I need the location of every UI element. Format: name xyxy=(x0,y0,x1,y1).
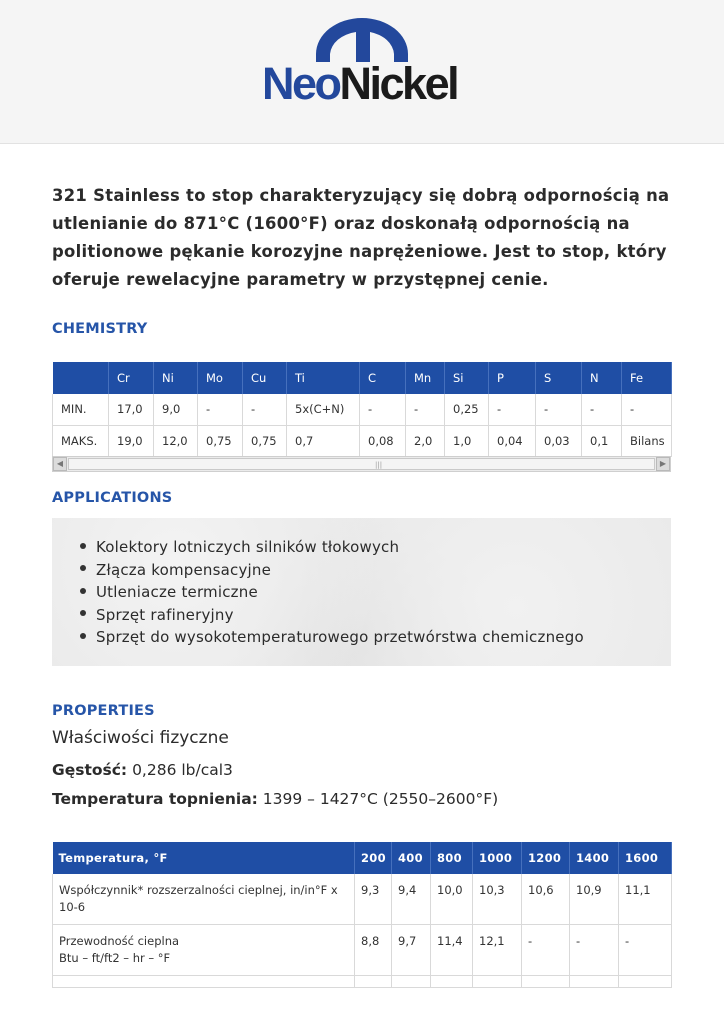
table-cell: 0,03 xyxy=(536,425,582,456)
table-cell: 2,0 xyxy=(406,425,445,456)
temperature-table xyxy=(52,842,672,988)
table-cell: 10,9 xyxy=(570,874,619,925)
table-cell: - xyxy=(582,394,622,425)
table-cell: - xyxy=(406,394,445,425)
temperature-col-header: 1200 xyxy=(522,842,570,874)
temperature-col-header: 400 xyxy=(392,842,431,874)
table-cell: - xyxy=(243,394,287,425)
horizontal-scrollbar[interactable] xyxy=(52,456,671,472)
properties-heading: PROPERTIES xyxy=(52,703,155,719)
temperature-col-header: 200 xyxy=(355,842,392,874)
table-cell: - xyxy=(619,925,672,976)
neonickel-logo[interactable] xyxy=(262,16,462,108)
logo-wordmark xyxy=(262,60,457,108)
table-cell: 0,1 xyxy=(582,425,622,456)
intro-paragraph: 321 Stainless to stop charakteryzujący się dobrą odpornością na utlenianie do 871°C (1600°F) oraz doskonałą odpornością na politionowe pękanie korozyjne naprężeniowe. Jest to stop, który oferuje rewelacyjne parametry w przystępnej cenie. xyxy=(52,186,670,289)
scrollbar-thumb[interactable] xyxy=(68,458,655,470)
table-cell: 10,3 xyxy=(473,874,522,925)
table-cell: 9,0 xyxy=(154,394,198,425)
table-cell xyxy=(355,976,392,988)
table-cell: 5x(C+N) xyxy=(287,394,360,425)
table-cell: MAKS. xyxy=(53,425,109,456)
table-cell: 0,75 xyxy=(243,425,287,456)
density-label: Gęstość: xyxy=(52,761,128,779)
table-cell xyxy=(619,976,672,988)
bullet-icon xyxy=(80,610,86,616)
melting-value: 1399 – 1427°C (2550–2600°F) xyxy=(257,790,499,808)
table-cell xyxy=(522,976,570,988)
table-cell: 10,6 xyxy=(522,874,570,925)
list-item-text: Sprzęt do wysokotemperaturowego przetwórstwa chemicznego xyxy=(96,628,584,646)
chemistry-heading: CHEMISTRY xyxy=(52,321,148,337)
applications-list xyxy=(80,536,584,649)
list-item-text: Sprzęt rafineryjny xyxy=(96,605,234,624)
table-cell: Bilans xyxy=(622,425,672,456)
temperature-col-header: Temperatura, °F xyxy=(53,842,355,874)
melting-label: Temperatura topnienia: xyxy=(52,790,258,808)
table-cell: 8,8 xyxy=(355,925,392,976)
table-cell: 0,08 xyxy=(360,425,406,456)
list-item-text: Utleniacze termiczne xyxy=(96,583,258,601)
chemistry-col-header: Ti xyxy=(287,362,360,394)
chemistry-col-header: Ni xyxy=(154,362,198,394)
density-value: 0,286 lb/cal3 xyxy=(127,761,233,779)
chemistry-col-header: C xyxy=(360,362,406,394)
chemistry-col-header: Fe xyxy=(622,362,672,394)
table-row xyxy=(53,425,672,456)
table-row xyxy=(53,976,672,988)
table-cell: 10,0 xyxy=(431,874,473,925)
temperature-col-header: 800 xyxy=(431,842,473,874)
table-cell: 0,25 xyxy=(445,394,489,425)
chemistry-col-header: Cr xyxy=(109,362,154,394)
chemistry-col-header: S xyxy=(536,362,582,394)
density-line xyxy=(52,761,233,779)
table-cell: 9,4 xyxy=(392,874,431,925)
list-item-text: Kolektory lotniczych silników tłokowych xyxy=(96,538,400,556)
chemistry-col-header: Mn xyxy=(406,362,445,394)
list-item xyxy=(80,536,584,559)
table-cell: 0,7 xyxy=(287,425,360,456)
temperature-col-header: 1600 xyxy=(619,842,672,874)
chemistry-col-header: Mo xyxy=(198,362,243,394)
bullet-icon xyxy=(80,565,86,571)
chemistry-col-header: Si xyxy=(445,362,489,394)
table-cell: 0,04 xyxy=(489,425,536,456)
table-cell: - xyxy=(622,394,672,425)
table-row xyxy=(53,874,672,925)
table-cell xyxy=(53,976,355,988)
table-cell: 12,0 xyxy=(154,425,198,456)
list-item xyxy=(80,626,584,649)
bullet-icon xyxy=(80,543,86,549)
table-cell: - xyxy=(522,925,570,976)
table-cell: MIN. xyxy=(53,394,109,425)
table-cell: - xyxy=(570,925,619,976)
table-cell: - xyxy=(360,394,406,425)
table-cell: 1,0 xyxy=(445,425,489,456)
applications-box xyxy=(52,518,671,666)
scroll-right-icon[interactable]: ▶ xyxy=(656,457,670,471)
scroll-left-icon[interactable]: ◀ xyxy=(53,457,67,471)
bullet-icon xyxy=(80,588,86,594)
physical-properties-subtitle: Właściwości fizyczne xyxy=(52,728,229,748)
applications-heading: APPLICATIONS xyxy=(52,490,173,506)
grip-icon: ||| xyxy=(375,461,383,469)
table-cell xyxy=(473,976,522,988)
table-row xyxy=(53,925,672,976)
table-cell: - xyxy=(489,394,536,425)
chemistry-col-header: Cu xyxy=(243,362,287,394)
table-cell: 9,3 xyxy=(355,874,392,925)
table-cell xyxy=(431,976,473,988)
table-cell: Współczynnik* rozszerzalności cieplnej, in/in°F x 10-6 xyxy=(53,874,355,925)
chemistry-col-header xyxy=(53,362,109,394)
chemistry-table xyxy=(52,362,672,457)
list-item xyxy=(80,581,584,604)
page-header xyxy=(0,0,724,144)
table-cell: 11,4 xyxy=(431,925,473,976)
chemistry-col-header: P xyxy=(489,362,536,394)
table-cell: - xyxy=(536,394,582,425)
list-item xyxy=(80,604,584,627)
table-cell xyxy=(570,976,619,988)
logo-neo: Neo xyxy=(262,58,340,109)
logo-nickel: Nickel xyxy=(339,58,458,109)
table-cell: 17,0 xyxy=(109,394,154,425)
bullet-icon xyxy=(80,633,86,639)
table-row xyxy=(53,394,672,425)
table-cell: 11,1 xyxy=(619,874,672,925)
table-cell: 19,0 xyxy=(109,425,154,456)
temperature-col-header: 1000 xyxy=(473,842,522,874)
list-item-text: Złącza kompensacyjne xyxy=(96,560,272,579)
chemistry-header-row xyxy=(53,362,672,394)
melting-line xyxy=(52,790,498,808)
logo-arch-icon xyxy=(314,16,410,62)
table-cell: 0,75 xyxy=(198,425,243,456)
table-cell: 9,7 xyxy=(392,925,431,976)
list-item xyxy=(80,559,584,582)
table-cell: 12,1 xyxy=(473,925,522,976)
temperature-col-header: 1400 xyxy=(570,842,619,874)
chemistry-col-header: N xyxy=(582,362,622,394)
table-cell: Przewodność cieplna Btu – ft/ft2 – hr – °F xyxy=(53,925,355,976)
temperature-header-row xyxy=(53,842,672,874)
table-cell xyxy=(392,976,431,988)
table-cell: - xyxy=(198,394,243,425)
